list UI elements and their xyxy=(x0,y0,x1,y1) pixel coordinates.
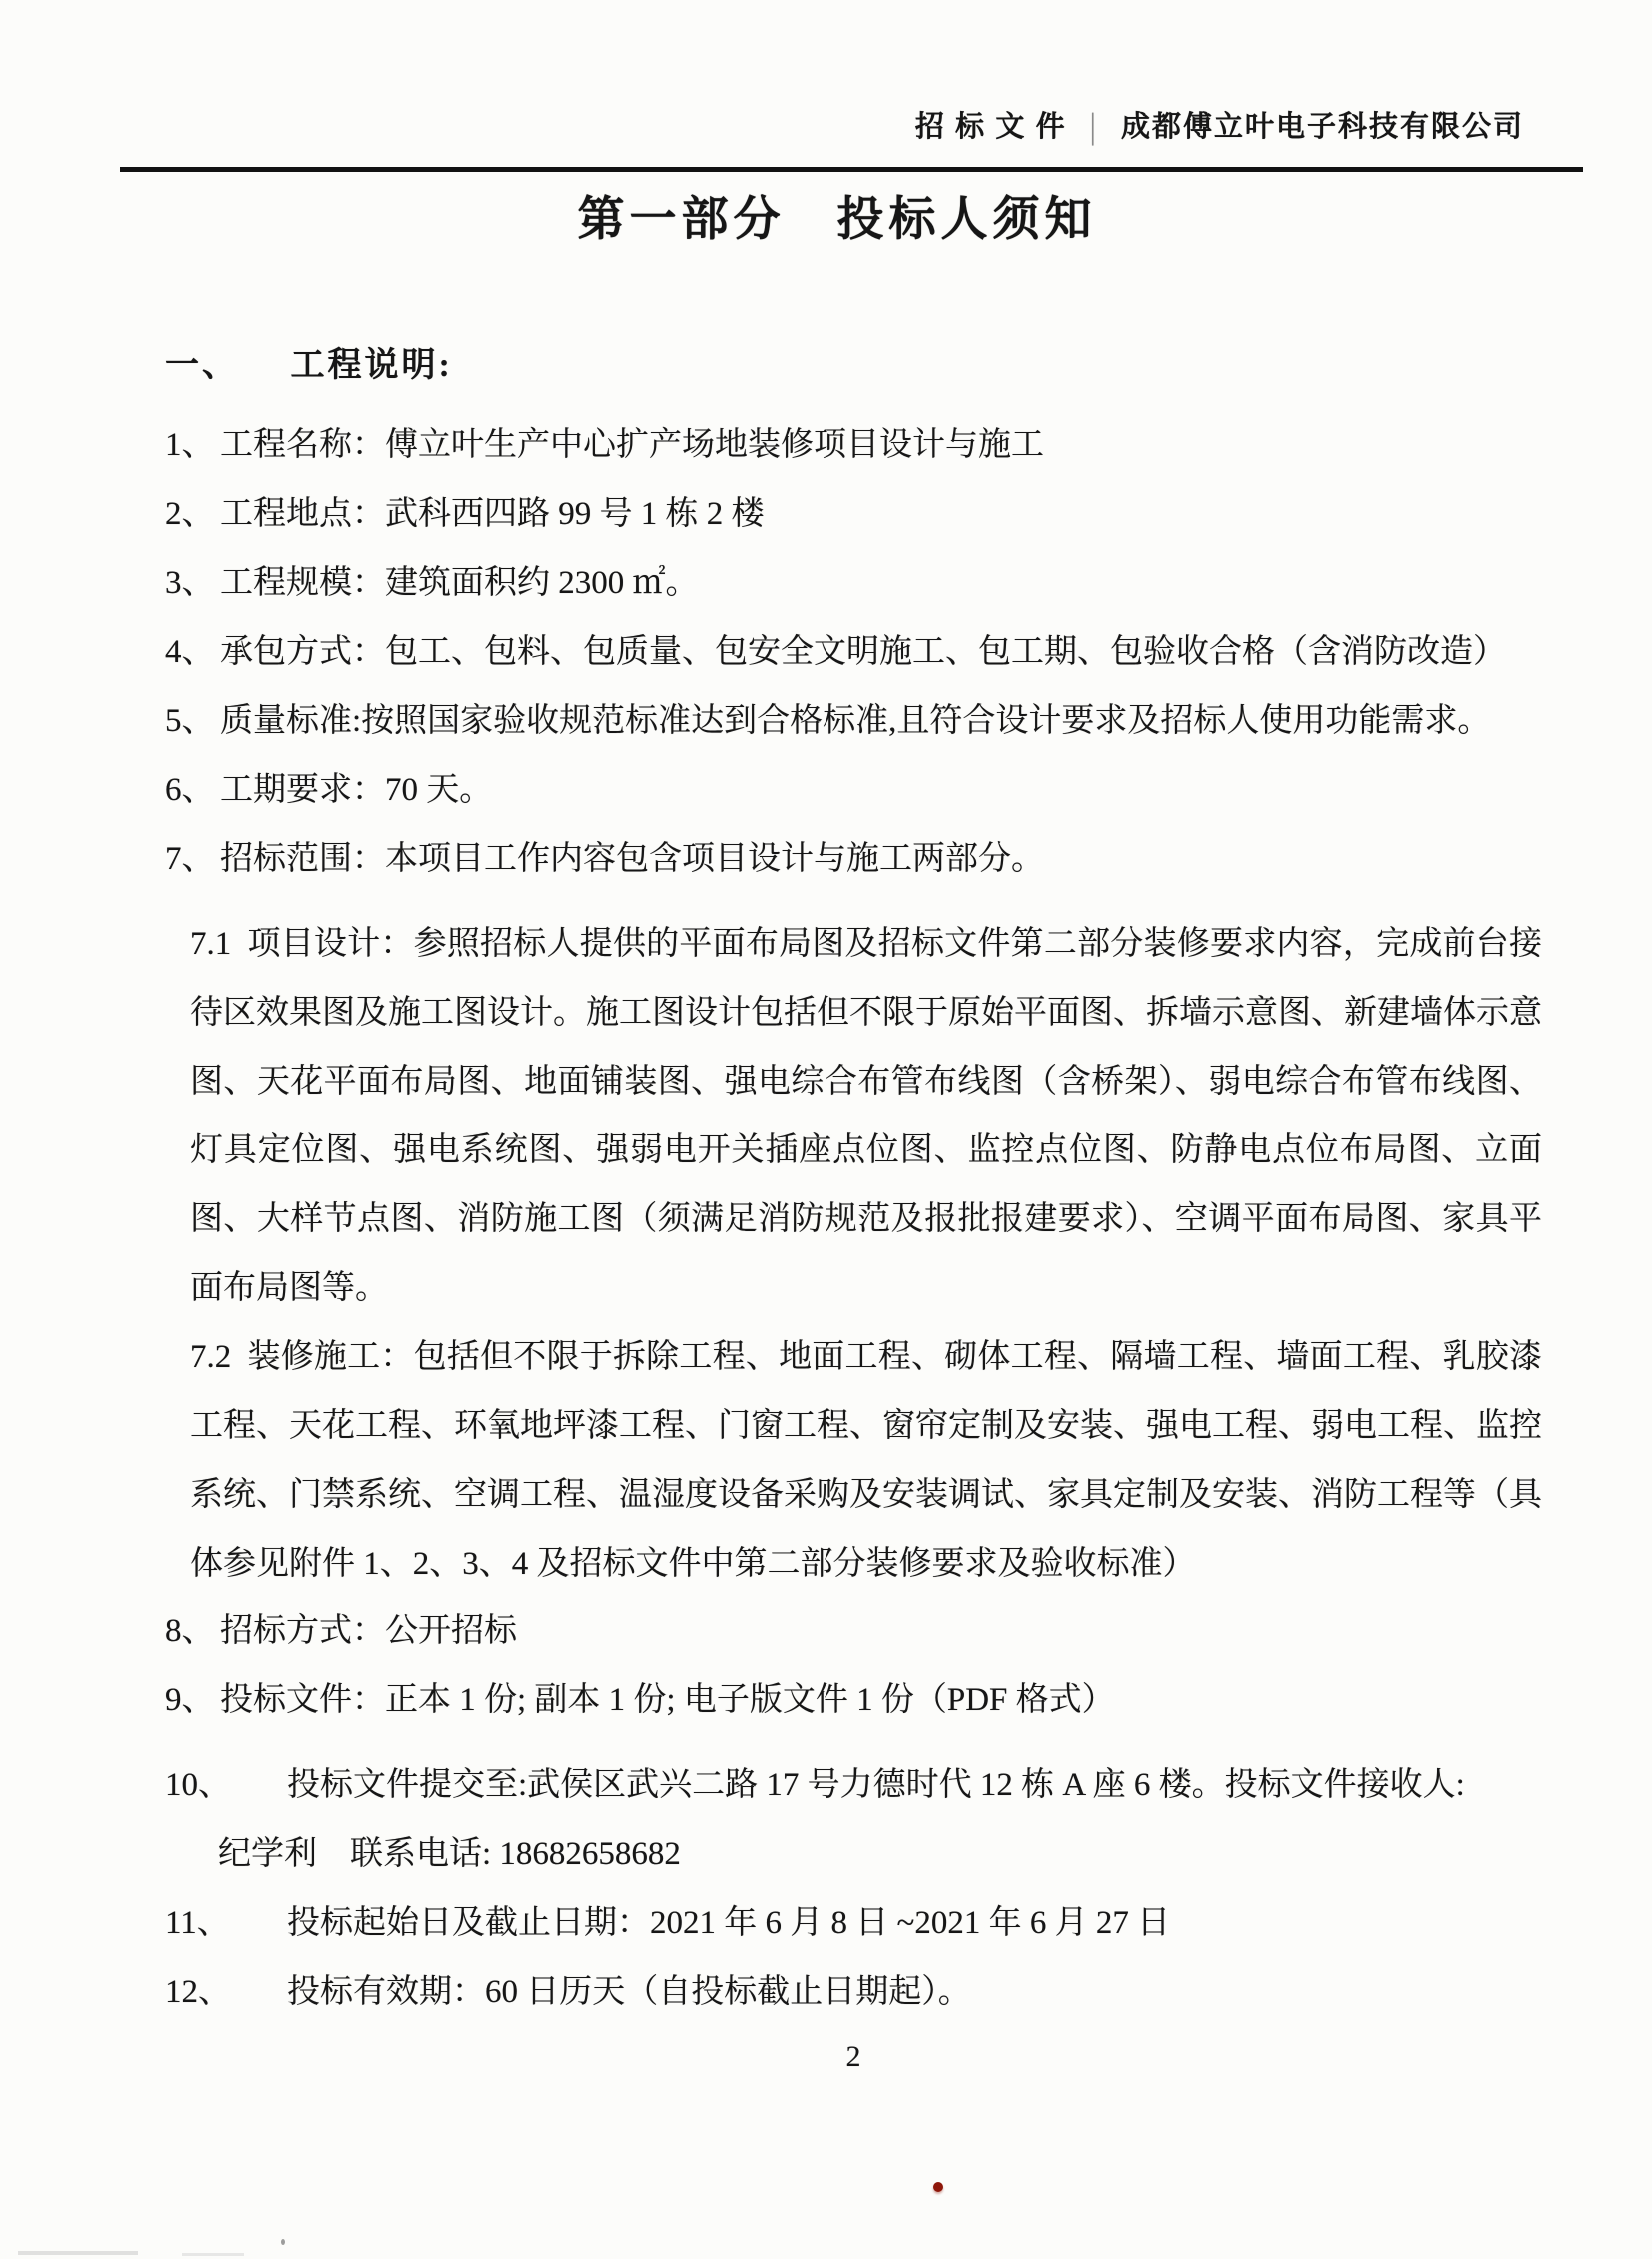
list-item-8 xyxy=(165,1613,1542,1649)
item-number: 6、 xyxy=(165,772,215,808)
paragraph-7-2 xyxy=(190,1323,1542,1599)
paragraph-text: 项目设计：参照招标人提供的平面布局图及招标文件第二部分装修要求内容，完成前台接待区效果图及施工图设计。施工图设计包括但不限于原始平面图、拆墙示意图、新建墙体示意图、天花平面布局图、地面铺装图、强电综合布管布线图（含桥架）、弱电综合布管布线图、灯具定位图、强电系统图、强弱电开关插座点位图、监控点位图、防静电点位布局图、立面图、大样节点图、消防施工图（须满足消防规范及报批报建要求）、空调平面布局图、家具平面布局图等。 xyxy=(190,926,1542,1306)
page-number: 2 xyxy=(845,2040,861,2073)
item-number: 7、 xyxy=(165,841,215,877)
item-text: 投标有效期：60 日历天（自投标截止日期起）。 xyxy=(287,1974,971,2010)
item-number: 12、 xyxy=(165,1974,231,2010)
paragraph-text: 装修施工：包括但不限于拆除工程、地面工程、砌体工程、隔墙工程、墙面工程、乳胶漆工程、天花工程、环氧地坪漆工程、门窗工程、窗帘定制及安装、强电工程、弱电工程、监控系统、门禁系统、空调工程、温湿度设备采购及安装调试、家具定制及安装、消防工程等（具体参见附件 1、2、3、4 及招标文件中第二部分装修要求及验收标准） xyxy=(190,1339,1542,1582)
item-text: 工程地点：武科西四路 99 号 1 栋 2 楼 xyxy=(220,496,765,532)
list-item-11 xyxy=(165,1889,1542,1958)
list-item-4 xyxy=(165,634,1542,670)
item-text: 承包方式：包工、包料、包质量、包安全文明施工、包工期、包验收合格（含消防改造） xyxy=(220,634,1506,670)
header-divider-bar: | xyxy=(1089,106,1098,147)
item-number: 5、 xyxy=(165,703,215,739)
section-heading xyxy=(165,348,1542,384)
item-text-line1: 投标文件提交至:武侯区武兴二路 17 号力德时代 12 栋 A 座 6 楼。投标文件接收人: xyxy=(287,1767,1465,1803)
list-item-5 xyxy=(165,703,1542,739)
list-item-9 xyxy=(165,1682,1542,1718)
item-text: 招标方式：公开招标 xyxy=(220,1613,517,1649)
list-item-1 xyxy=(165,427,1542,463)
page-title: 第一部分 投标人须知 xyxy=(577,194,1097,246)
header-doc-type: 招 标 文 件 xyxy=(914,111,1067,143)
item-number: 1、 xyxy=(165,427,215,463)
item-text: 工程规模：建筑面积约 2300 ㎡。 xyxy=(220,565,699,601)
item-number: 9、 xyxy=(165,1682,215,1718)
item-text-line2: 纪学利 联系电话: 18682658682 xyxy=(218,1836,681,1872)
list-item-7 xyxy=(165,841,1542,877)
scan-smudge xyxy=(182,2253,244,2256)
list-item-6 xyxy=(165,772,1542,808)
list-item-12 xyxy=(165,1958,1542,2027)
item-number: 11、 xyxy=(165,1905,230,1941)
list-item-3 xyxy=(165,565,1542,601)
items-group-c xyxy=(165,1751,1542,2027)
item-text: 质量标准:按照国家验收规范标准达到合格标准,且符合设计要求及招标人使用功能需求。 xyxy=(220,703,1491,739)
header-rule xyxy=(120,167,1583,172)
item-text: 招标范围：本项目工作内容包含项目设计与施工两部分。 xyxy=(220,841,1044,877)
item-number: 2、 xyxy=(165,496,215,532)
item-text: 工期要求：70 天。 xyxy=(220,772,493,808)
paragraph-number: 7.2 xyxy=(190,1339,232,1375)
scan-smudge xyxy=(18,2251,138,2255)
scan-speck xyxy=(281,2239,285,2245)
document-body xyxy=(165,348,1542,2075)
item-number: 4、 xyxy=(165,634,215,670)
item-text: 工程名称：傅立叶生产中心扩产场地装修项目设计与施工 xyxy=(220,427,1044,463)
page-header xyxy=(915,104,1524,145)
paragraph-7-1 xyxy=(190,910,1542,1323)
header-company-name: 成都傅立叶电子科技有限公司 xyxy=(1120,111,1524,143)
item-number: 10、 xyxy=(165,1767,231,1803)
section-heading-label: 工程说明: xyxy=(290,347,453,384)
item-number: 8、 xyxy=(165,1613,215,1649)
red-ink-dot xyxy=(933,2182,943,2192)
item-text: 投标起始日及截止日期：2021 年 6 月 8 日 ~2021 年 6 月 27 日 xyxy=(287,1905,1171,1941)
paragraph-number: 7.1 xyxy=(190,926,232,962)
list-item-10 xyxy=(165,1751,1542,1889)
item-text: 投标文件：正本 1 份; 副本 1 份; 电子版文件 1 份（PDF 格式） xyxy=(220,1682,1115,1718)
items-group-b xyxy=(165,1613,1542,1718)
item-number: 3、 xyxy=(165,565,215,601)
section-heading-number: 一、 xyxy=(165,347,239,384)
list-item-2 xyxy=(165,496,1542,532)
